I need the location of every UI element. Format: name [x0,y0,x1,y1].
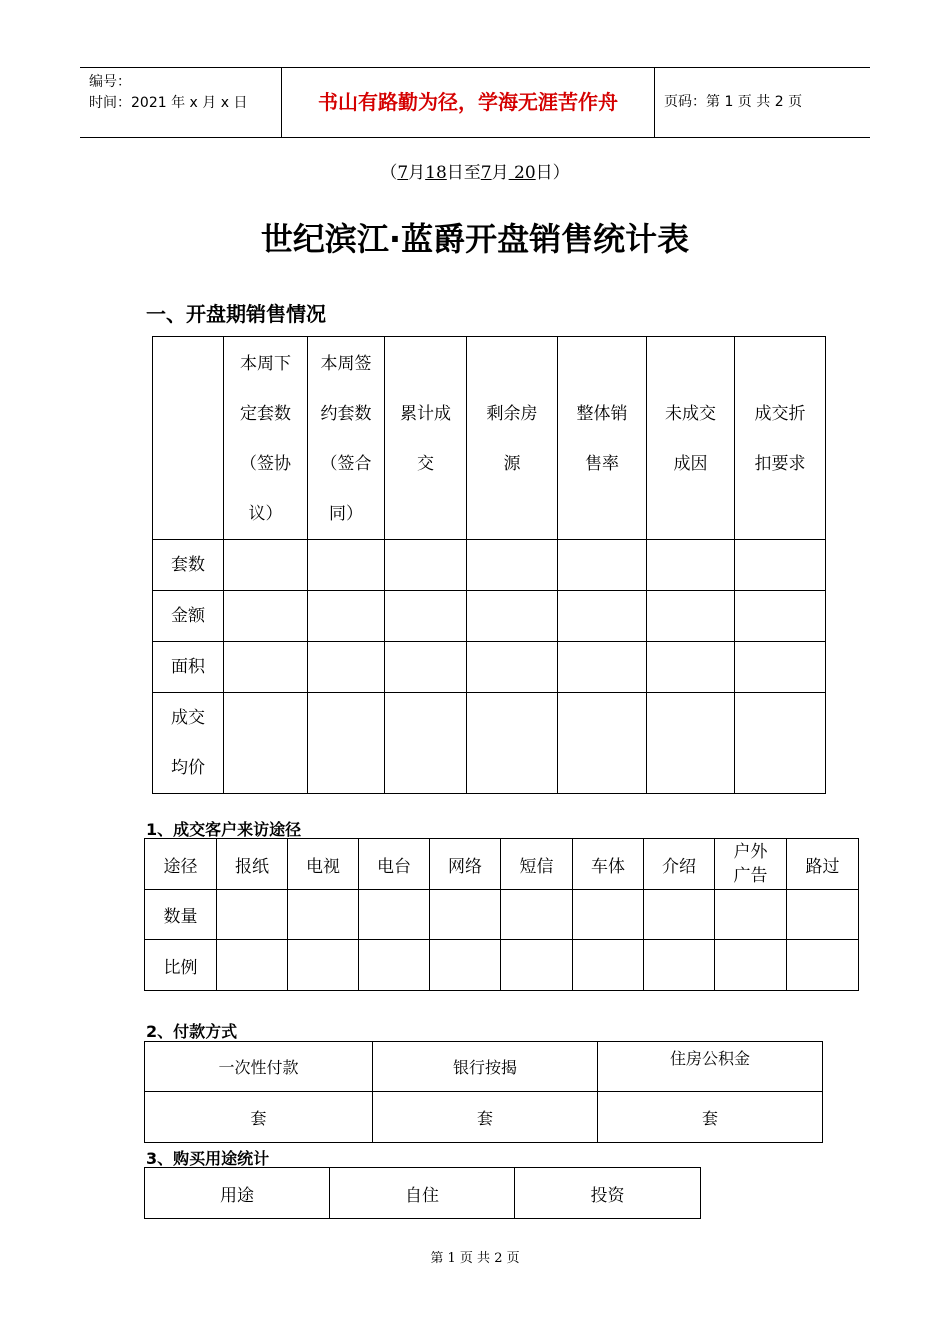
table-row [145,890,859,940]
table-row [153,693,826,794]
data-cell[interactable] [217,890,288,940]
data-cell[interactable] [308,540,385,591]
data-cell[interactable] [224,693,308,794]
end-month: 7 [480,163,492,183]
row-label: 比例 [145,940,217,991]
data-cell[interactable] [224,540,308,591]
column-header: 成交折 扣要求 [735,337,826,540]
column-header: 短信 [501,839,573,890]
data-cell[interactable] [224,591,308,642]
data-cell[interactable] [647,693,735,794]
data-cell[interactable] [501,940,573,991]
data-cell[interactable] [715,940,787,991]
header-slogan: 书山有路勤为径，学海无涯苦作舟 [282,68,655,137]
data-cell[interactable] [501,890,573,940]
table-row [145,940,859,991]
column-header: 未成交 成因 [647,337,735,540]
table-row [153,642,826,693]
table-header-row [145,839,859,890]
visit-channel-table [144,838,859,991]
column-header: 累计成 交 [385,337,467,540]
header-page-label: 页码：第 1 页 共 2 页 [664,94,803,110]
end-day: 20 [508,163,536,183]
unit-cell[interactable]: 套 [373,1092,598,1143]
payment-method-mortgage: 银行按揭 [373,1042,598,1092]
column-header: 途径 [145,839,217,890]
page-title: 世纪滨江·蓝爵开盘销售统计表 [260,220,690,258]
column-header: 剩余房 源 [467,337,558,540]
data-cell[interactable] [644,890,715,940]
data-cell[interactable] [735,591,826,642]
payment-method-table [144,1041,823,1143]
data-cell[interactable] [558,540,647,591]
column-header: 电视 [288,839,359,890]
table-row [145,1092,823,1143]
data-cell[interactable] [467,591,558,642]
start-month: 7 [397,163,409,183]
data-cell[interactable] [558,642,647,693]
column-header: 本周签 约套数 （签合 同） [308,337,385,540]
data-cell[interactable] [359,940,430,991]
data-cell[interactable] [308,591,385,642]
data-cell[interactable] [647,591,735,642]
data-cell[interactable] [647,540,735,591]
subsection-heading-usage: 3、购买用途统计 [146,1149,270,1168]
data-cell[interactable] [288,890,359,940]
document-header [80,67,870,138]
data-cell[interactable] [787,940,859,991]
payment-method-full: 一次性付款 [145,1042,373,1092]
subsection-heading-payment: 2、付款方式 [146,1022,238,1041]
data-cell[interactable] [308,693,385,794]
purchase-usage-table [144,1167,701,1219]
table-header-row [153,337,826,540]
table-row [153,591,826,642]
row-label: 成交 均价 [153,693,224,794]
usage-label: 用途 [145,1168,330,1219]
row-label: 面积 [153,642,224,693]
date-range: （7月18日至7月 20日） [380,163,570,183]
data-cell[interactable] [787,890,859,940]
time-label: 时间：2021 年 x 月 x 日 [89,95,248,111]
data-cell[interactable] [385,540,467,591]
number-label: 编号： [89,74,131,90]
data-cell[interactable] [385,693,467,794]
column-header: 本周下 定套数 （签协 议） [224,337,308,540]
column-header: 户外广告 [715,839,787,890]
usage-self-living: 自住 [330,1168,515,1219]
data-cell[interactable] [430,940,501,991]
header-meta [80,68,282,137]
data-cell[interactable] [467,642,558,693]
sales-table [152,336,826,794]
column-header: 报纸 [217,839,288,890]
data-cell[interactable] [715,890,787,940]
subsection-heading-visit-channel: 1、成交客户来访途径 [146,820,302,839]
row-label: 套数 [153,540,224,591]
section-heading-sales: 一、开盘期销售情况 [146,302,326,326]
usage-investment: 投资 [515,1168,701,1219]
data-cell[interactable] [308,642,385,693]
column-header: 车体 [573,839,644,890]
data-cell[interactable] [735,693,826,794]
data-cell[interactable] [288,940,359,991]
page-footer: 第 1 页 共 2 页 [430,1251,520,1266]
unit-cell[interactable]: 套 [145,1092,373,1143]
column-header: 介绍 [644,839,715,890]
unit-cell[interactable]: 套 [598,1092,823,1143]
table-row [145,1168,701,1219]
data-cell[interactable] [385,591,467,642]
data-cell[interactable] [467,540,558,591]
data-cell[interactable] [217,940,288,991]
data-cell[interactable] [735,642,826,693]
data-cell[interactable] [467,693,558,794]
data-cell[interactable] [573,890,644,940]
data-cell[interactable] [644,940,715,991]
corner-cell [153,337,224,540]
column-header: 路过 [787,839,859,890]
table-row [153,540,826,591]
data-cell[interactable] [558,591,647,642]
data-cell[interactable] [573,940,644,991]
column-header: 电台 [359,839,430,890]
table-header-row [145,1042,823,1092]
data-cell[interactable] [647,642,735,693]
start-day: 18 [425,163,447,183]
row-label: 数量 [145,890,217,940]
data-cell[interactable] [558,693,647,794]
data-cell[interactable] [430,890,501,940]
payment-method-fund: 住房公积金 [598,1042,823,1092]
data-cell[interactable] [735,540,826,591]
column-header: 整体销 售率 [558,337,647,540]
data-cell[interactable] [224,642,308,693]
data-cell[interactable] [385,642,467,693]
row-label: 金额 [153,591,224,642]
data-cell[interactable] [359,890,430,940]
column-header: 网络 [430,839,501,890]
